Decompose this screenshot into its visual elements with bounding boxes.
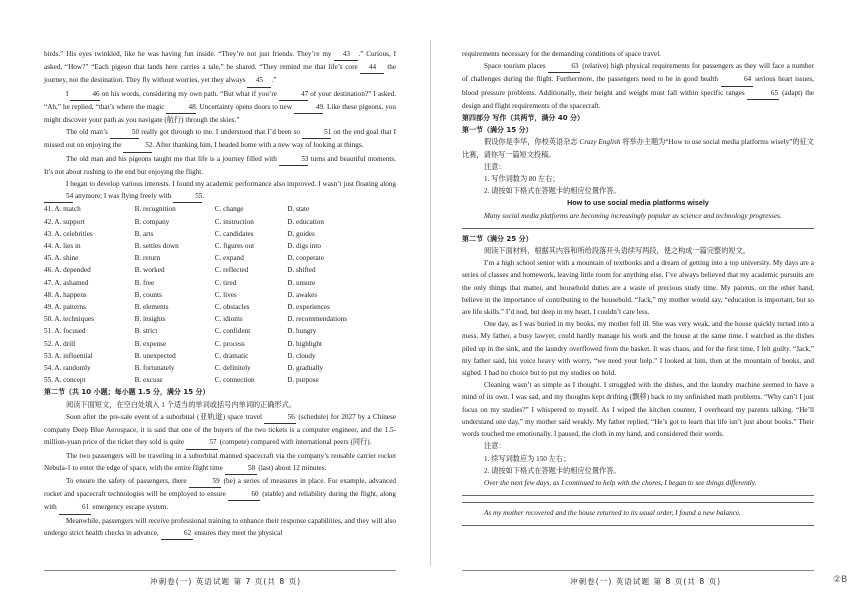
option-cell: 44. A. lies in [44,242,81,251]
answer-line [462,525,814,526]
option-cell[interactable]: B. company [134,217,170,226]
option-cell[interactable]: C. definitely [214,364,251,373]
option-cell[interactable]: B. elements [134,303,169,312]
option-row [44,313,396,325]
blank-53[interactable]: 53 [279,153,308,166]
note-format-2: 2. 请按如下格式在答题卡的相应位置作答。 [484,466,621,475]
option-cell[interactable]: C. tired [214,278,237,287]
option-cell[interactable]: D. shifted [287,266,316,275]
option-cell[interactable]: D. purpose [287,376,319,385]
option-cell: 47. A. ashamed [44,278,89,287]
option-cell[interactable]: C. instruction [214,217,254,226]
option-row [44,216,396,228]
para-two-passengers: The two passengers will be traveling in a suborbital manned spacecraft via the company’s reusable carrier rocket Nebula-1 to enter the edge of space, with the entire flight time 58 (last) about 12 minutes. [44,450,396,475]
option-cell[interactable]: B. insights [134,315,166,324]
option-cell: 46. A. depended [44,266,91,275]
blank-64[interactable]: 64 [721,73,753,86]
option-cell: 52. A. drill [44,339,76,348]
answer-line [462,502,814,503]
option-cell[interactable]: C. obstacles [214,303,250,312]
option-cell[interactable]: C. expand [214,254,244,263]
note-word-count-2: 1. 续写词数应为 150 左右； [484,454,571,463]
option-row [44,203,396,215]
notes-label: 注意： [484,162,506,171]
option-cell[interactable]: B. counts [134,290,162,299]
page-7 [44,48,396,540]
option-row [44,338,396,350]
option-cell: 41. A. match [44,205,81,214]
para-requirements: requirements necessary for the demanding conditions of space travel. [462,50,661,58]
writing-section-1-title: 第一节（满分 15 分） [462,126,533,135]
option-cell[interactable]: D. awakes [287,290,318,299]
answer-line [462,228,814,229]
option-cell[interactable]: B. recognition [134,205,176,214]
para-space-tourism: Space tourism places 63 (relative) high physical requirements for passengers as they will face a number of challenges during the flight. Furthermore, the passengers need to be in good health 64 serious heart issues, blood pressure problems. Additionally, their height and weight must fall within specific ranges 65 (adapt) the design and flight requirements of the spacecraft. [462,62,814,110]
section-2-title: 第二节（共 10 小题；每小题 1.5 分，满分 15 分） [44,388,210,397]
story-para-3: Cleaning wasn’t as simple as I thought. I struggled with the dishes, and the laundry machine seemed to have a mind of its own. I was sad, and my thoughts kept drifting (飘移) back to my unfinished math problems. “Why can’t I just focus on my studies?” I whispered to myself. As I wiped the kitchen counter, I overheard my parents talking. “He’ll understand one day,” my mother said weakly. My father replied, “He’s got to learn that life isn’t just about books.” Their words touched me emotionally. I paused, the cloth in my hand, and considered their words. [462,381,814,439]
continuation-start-2: As my mother recovered and the house returned to its usual order, I found a new balance. [484,509,741,518]
option-cell[interactable]: D. state [287,205,310,214]
option-row [44,350,396,362]
blank-46[interactable]: 46 [70,88,99,101]
option-cell[interactable]: B. settles down [134,242,179,251]
blank-56[interactable]: 56 [264,411,296,424]
option-cell: 51. A. focused [44,327,86,336]
blank-48[interactable]: 48 [166,101,195,114]
option-cell[interactable]: D. guides [287,229,315,238]
essay-opening: Many social media platforms are becoming increasingly popular as science and technology progresses. [484,211,782,220]
option-cell: 42. A. support [44,217,85,226]
blank-65[interactable]: 65 [747,87,779,100]
option-row [44,264,396,276]
option-cell[interactable]: B. excuse [134,376,163,385]
part-4-title: 第四部分 写作（共两节，满分 40 分） [462,114,585,123]
option-row [44,252,396,264]
footer-page-7: 冲刺卷(一) 英语试题 第 7 页(共 8 页) [150,577,302,586]
option-row [44,325,396,337]
option-cell[interactable]: C. dramatic [214,351,249,360]
continuation-start-1: Over the next few days, as I continued to help with the chores, I began to see things differently. [484,478,757,487]
para-ensure: To ensure the safety of passengers, there 59 (be) a series of measures in place. For example, advanced rocket and spacecraft technologies will be employed to ensure 60 (stable) and reliability during the flight, along with 61 emergency escape system. [44,475,396,515]
option-cell[interactable]: B. return [134,254,161,263]
option-cell: 54. A. randomly [44,364,91,373]
option-cell[interactable]: D. highlight [287,339,322,348]
note-word-count: 1. 写作词数为 80 左右； [484,175,560,184]
blank-47[interactable]: 47 [279,88,308,101]
option-cell: 49. A. patterns [44,303,86,312]
option-cell: 48. A. happens [44,290,87,299]
blank-54[interactable]: 54 [44,190,73,203]
para-reflected: I 46 on his words, considering my own path. “But what if you’re 47 of your destination?” I asked. “Ah,” he replied, “that’s where the magic 48. Uncertainty opens doors to new 49. Like these pigeons, you might discover your path as you navigate (航行) through the skies.” [44,89,396,125]
option-cell[interactable]: D. experiences [287,303,330,312]
option-cell[interactable]: D. cloudy [287,351,316,360]
para-meanwhile: Meanwhile, passengers will receive professional training to enhance their response capabilities, and they will also undergo strict health checks in advance, 62 ensures they meet the physical [44,515,396,540]
option-cell[interactable]: D. cooperate [287,254,324,263]
corner-mark: ②B [833,575,848,585]
option-cell[interactable]: C. reflected [214,266,249,275]
story-para-1: I’m a high school senior with a mountain of textbooks and a dream of getting into a top university. My days are a series of classes and homework, leaving little room for anything else. I’ve always believed that my academic pursuits are the only things that matter, and household duties are a waste of precious study time. My parents, on the other hand, believe in the importance of contributing to the household. “Jack,” my mother would say, “education is important, but so are life skills.” I’d nod, but deep in my heart, I couldn’t care less. [462,259,814,317]
notes-label-2: 注意： [484,442,506,451]
para-intro: birds.” His eyes twinkled, like he was having fun inside. “They’re not just friends. They’re my 43 .” Curious, I asked, “How?” “Each pigeon that lands here carries a tale,” he shared. “They remind me that life’s core 44 the journey, not the destination. They fly without worries, yet they always 45 .” [44,48,396,88]
option-cell[interactable]: D. education [287,217,324,226]
footer-rule-right [462,570,814,571]
blank-50[interactable]: 50 [110,126,139,139]
answer-line [462,495,814,496]
page-8 [462,48,814,530]
writing-section-2-title: 第二节（满分 25 分） [462,234,533,243]
option-cell[interactable]: D. unsure [287,278,316,287]
option-cell: 43. A. celebrities [44,229,93,238]
para-old-man: The old man’s 50 really got through to me. I understood that I’d been so 51 on the end goal that I missed out on enjoying the 52. After thanking him, I headed home with a new way of looking at things. [44,126,396,152]
blank-63[interactable]: 63 [548,60,580,73]
note-format: 2. 请按如下格式在答题卡的相应位置作答。 [484,187,621,196]
blank-43[interactable]: 43 [334,48,358,61]
blank-52[interactable]: 52 [123,139,152,152]
option-row [44,362,396,374]
option-cell[interactable]: D. digs into [287,242,321,251]
option-cell[interactable]: C. process [214,339,245,348]
option-cell[interactable]: C. lives [214,290,237,299]
essay-heading: How to use social media platforms wisely [567,198,709,208]
blank-60[interactable]: 60 [228,488,260,501]
blank-58[interactable]: 58 [225,462,257,475]
option-cell[interactable]: D. recommendations [287,315,348,324]
option-cell[interactable]: B. unexpected [134,351,176,360]
blank-51[interactable]: 51 [302,126,331,139]
para-began: I began to develop various interests. I found my academic performance also improved. I wasn’t just floating along 54 anymore; I was flying freely with 55. [44,178,396,203]
option-cell[interactable]: B. worked [134,266,165,275]
option-cell[interactable]: C. connection [214,376,255,385]
writing-task-2: 阅读下面材料，根据其内容和所给段落开头语续写两段，使之构成一篇完整的短文。 [484,247,750,256]
blank-57[interactable]: 57 [186,436,218,449]
option-cell[interactable]: B. free [134,278,155,287]
option-cell[interactable]: B. arts [134,229,154,238]
option-cell[interactable]: C. candidates [214,229,254,238]
blank-59[interactable]: 59 [189,475,221,488]
para-pigeons: The old man and his pigeons taught me that life is a journey filled with 53 turns and beautiful moments. It’s not about rushing to the end but enjoying the flight. [44,154,396,176]
blank-44[interactable]: 44 [360,61,384,74]
blank-49[interactable]: 49 [294,101,323,114]
option-cell[interactable]: B. expense [134,339,167,348]
para-soon: Soon after the pre-sale event of a suborbital (亚轨道) space travel 56 (schedule) for 2027 by a Chinese company Deep Blue Aerospace, it is said that one of the buyers of the two tickets is a computer engineer, and the 1.5-million-yuan price of the ticket they sold is quite 57 (compete) compared with international peers (同行). [44,411,396,450]
option-cell[interactable]: B. fortunately [134,364,175,373]
blank-61[interactable]: 61 [59,501,91,514]
option-cell[interactable]: C. confident [214,327,251,336]
footer-page-8: 冲刺卷(一) 英语试题 第 8 页(共 8 页) [570,577,722,586]
blank-55[interactable]: 55 [173,190,202,203]
option-cell: 55. A. concept [44,376,86,385]
option-cell[interactable]: C. idioms [214,315,243,324]
blank-62[interactable]: 62 [161,527,193,540]
option-row [44,277,396,289]
option-cell[interactable]: B. strict [134,327,158,336]
writing-task-1: 假设你是李华，你校英语杂志 Crazy English 将举办主题为“How to use social media platforms wisely”的征文比赛，请你写一篇短文投稿。 [462,138,814,159]
option-cell[interactable]: D. hungry [287,327,317,336]
footer-rule-left [44,570,396,571]
option-row [44,228,396,240]
options-table [44,203,396,386]
option-row [44,240,396,252]
option-cell[interactable]: D. gradually [287,364,324,373]
option-cell: 53. A. influential [44,351,93,360]
option-row [44,374,396,386]
option-row [44,289,396,301]
section-2-instructions: 阅读下面短文，在空白处填入 1 个适当的单词或括号内单词的正确形式。 [66,400,297,409]
page-divider [430,40,431,566]
option-row [44,301,396,313]
option-cell[interactable]: C. change [214,205,244,214]
option-cell: 50. A. techniques [44,315,94,324]
option-cell: 45. A. shine [44,254,79,263]
option-cell[interactable]: C. figures out [214,242,255,251]
story-para-2: One day, as I was buried in my books, my mother fell ill. She was very weak, and the house quickly turned into a mess. My father, a busy lawyer, could hardly manage his work and the house at the same time. I watched as the dishes piled up in the sink, and the laundry overflowed from the basket. It was chaos, and for the first time, I felt guilty. “Jack,” my father said, his voice heavy with worry, “we need your help.” I looked at him, then at the mountain of books, and sighed. I had no choice but to put my studies on hold. [462,320,814,378]
blank-45[interactable]: 45 [247,74,271,87]
